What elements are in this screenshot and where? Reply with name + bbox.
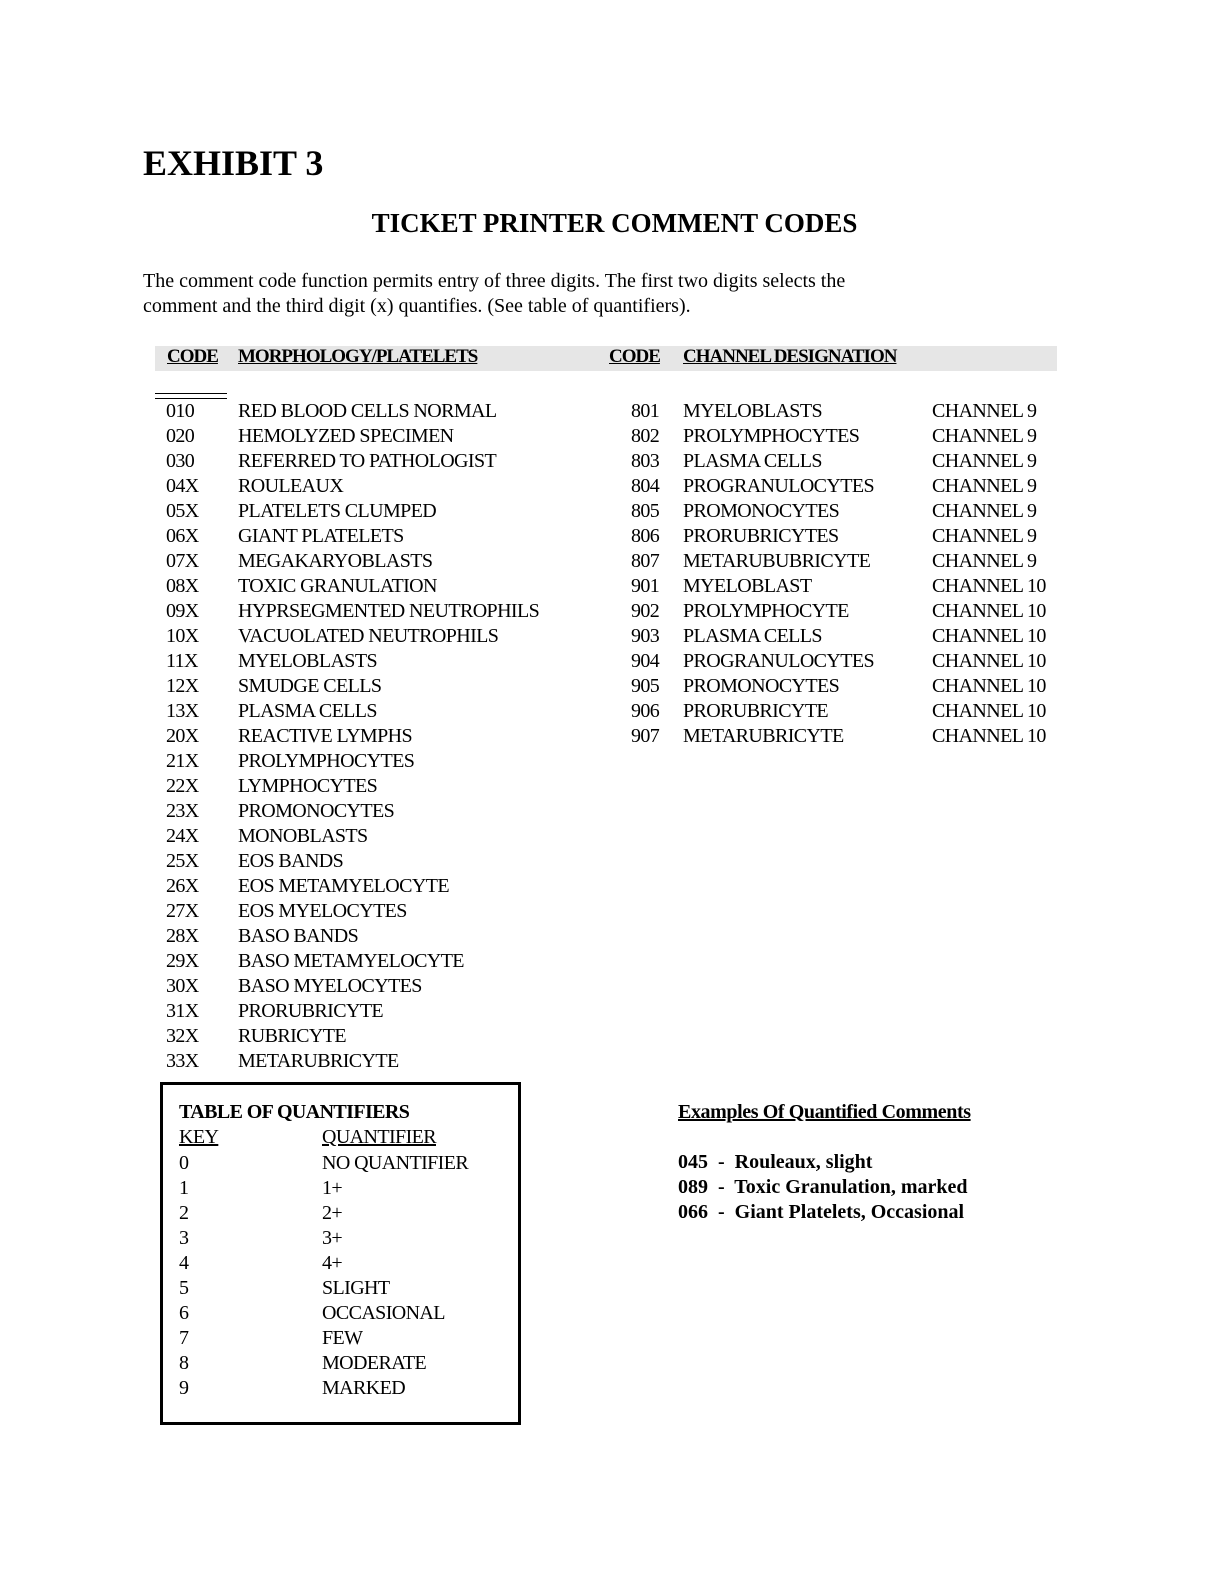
intro-text-line-2: comment and the third digit (x) quantifies. (See table of quantifiers). [143, 295, 691, 317]
channel-designation: CHANNEL 10 [932, 600, 1046, 622]
morphology-description: BASO METAMYELOCYTE [238, 950, 464, 972]
quantifier-value-header: QUANTIFIER [322, 1126, 436, 1148]
channel-code: 805 [631, 500, 660, 522]
channel-description: PLASMA CELLS [683, 450, 822, 472]
quantifier-key: 8 [179, 1352, 189, 1374]
morphology-code: 05X [166, 500, 199, 522]
channel-description: METARUBUBRICYTE [683, 550, 871, 572]
morphology-description: TOXIC GRANULATION [238, 575, 437, 597]
morphology-code: 13X [166, 700, 199, 722]
morphology-description: PROLYMPHOCYTES [238, 750, 415, 772]
quantifier-value: 3+ [322, 1227, 343, 1249]
morphology-code: 31X [166, 1000, 199, 1022]
quantifier-value: FEW [322, 1327, 363, 1349]
morphology-code: 08X [166, 575, 199, 597]
quantifier-value: 2+ [322, 1202, 343, 1224]
morphology-code: 22X [166, 775, 199, 797]
example-item: 045 - Rouleaux, slight [678, 1151, 873, 1173]
channel-code: 804 [631, 475, 660, 497]
channel-designation: CHANNEL 10 [932, 625, 1046, 647]
morphology-code: 04X [166, 475, 199, 497]
quantifier-key: 5 [179, 1277, 189, 1299]
morphology-code: 30X [166, 975, 199, 997]
channel-code: 807 [631, 550, 660, 572]
quantifier-key: 7 [179, 1327, 189, 1349]
morphology-code: 27X [166, 900, 199, 922]
page-title: TICKET PRINTER COMMENT CODES [371, 208, 858, 238]
morphology-description: EOS METAMYELOCYTE [238, 875, 449, 897]
quantifier-key: 6 [179, 1302, 189, 1324]
morphology-code: 09X [166, 600, 199, 622]
morphology-code: 11X [166, 650, 198, 672]
morphology-description: REFERRED TO PATHOLOGIST [238, 450, 497, 472]
morphology-code: 06X [166, 525, 199, 547]
quantifier-table-title: TABLE OF QUANTIFIERS [179, 1101, 410, 1123]
quantifier-key: 2 [179, 1202, 189, 1224]
column-header-channel-designation: CHANNEL DESIGNATION [683, 346, 897, 367]
morphology-description: ROULEAUX [238, 475, 344, 497]
quantifier-value: 4+ [322, 1252, 343, 1274]
channel-description: PROMONOCYTES [683, 500, 840, 522]
channel-description: MYELOBLASTS [683, 400, 822, 422]
morphology-description: METARUBRICYTE [238, 1050, 399, 1072]
channel-description: PROGRANULOCYTES [683, 650, 875, 672]
channel-designation: CHANNEL 10 [932, 700, 1046, 722]
channel-designation: CHANNEL 9 [932, 525, 1037, 547]
channel-code: 907 [631, 725, 660, 747]
quantifier-value: NO QUANTIFIER [322, 1152, 469, 1174]
quantifier-key: 3 [179, 1227, 189, 1249]
column-header-code: CODE [167, 346, 218, 367]
morphology-code: 20X [166, 725, 199, 747]
morphology-description: PLATELETS CLUMPED [238, 500, 437, 522]
morphology-code: 07X [166, 550, 199, 572]
channel-designation: CHANNEL 10 [932, 650, 1046, 672]
exhibit-label: EXHIBIT 3 [143, 143, 324, 183]
morphology-description: HYPRSEGMENTED NEUTROPHILS [238, 600, 540, 622]
channel-description: PRORUBRICYTES [683, 525, 839, 547]
channel-description: PROGRANULOCYTES [683, 475, 875, 497]
morphology-description: HEMOLYZED SPECIMEN [238, 425, 454, 447]
channel-code: 901 [631, 575, 660, 597]
channel-designation: CHANNEL 9 [932, 400, 1037, 422]
quantifier-key: 9 [179, 1377, 189, 1399]
quantifier-value: OCCASIONAL [322, 1302, 445, 1324]
morphology-description: MYELOBLASTS [238, 650, 377, 672]
channel-code: 801 [631, 400, 660, 422]
morphology-code: 10X [166, 625, 199, 647]
quantifier-value: SLIGHT [322, 1277, 390, 1299]
channel-designation: CHANNEL 9 [932, 500, 1037, 522]
morphology-description: GIANT PLATELETS [238, 525, 404, 547]
quantifier-value: MODERATE [322, 1352, 427, 1374]
channel-designation: CHANNEL 10 [932, 575, 1046, 597]
morphology-description: SMUDGE CELLS [238, 675, 382, 697]
morphology-description: PLASMA CELLS [238, 700, 377, 722]
channel-designation: CHANNEL 9 [932, 475, 1037, 497]
channel-designation: CHANNEL 9 [932, 550, 1037, 572]
channel-code: 903 [631, 625, 660, 647]
quantifier-key-header: KEY [179, 1126, 219, 1148]
channel-code: 905 [631, 675, 660, 697]
morphology-description: REACTIVE LYMPHS [238, 725, 413, 747]
channel-description: PRORUBRICYTE [683, 700, 829, 722]
intro-text-line-1: The comment code function permits entry of three digits. The first two digits selects the [143, 270, 846, 292]
morphology-description: LYMPHOCYTES [238, 775, 378, 797]
morphology-code: 020 [166, 425, 195, 447]
morphology-code: 24X [166, 825, 199, 847]
morphology-code: 32X [166, 1025, 199, 1047]
channel-description: PROMONOCYTES [683, 675, 840, 697]
channel-code: 902 [631, 600, 660, 622]
quantifier-key: 4 [179, 1252, 189, 1274]
morphology-description: BASO MYELOCYTES [238, 975, 422, 997]
morphology-description: PRORUBRICYTE [238, 1000, 384, 1022]
channel-code: 802 [631, 425, 660, 447]
morphology-code: 23X [166, 800, 199, 822]
channel-designation: CHANNEL 10 [932, 675, 1046, 697]
channel-code: 806 [631, 525, 660, 547]
channel-designation: CHANNEL 9 [932, 450, 1037, 472]
morphology-description: VACUOLATED NEUTROPHILS [238, 625, 499, 647]
morphology-code: 010 [166, 400, 195, 422]
channel-description: PLASMA CELLS [683, 625, 822, 647]
morphology-code: 26X [166, 875, 199, 897]
examples-title: Examples Of Quantified Comments [678, 1101, 971, 1123]
morphology-description: EOS MYELOCYTES [238, 900, 407, 922]
morphology-description: EOS BANDS [238, 850, 344, 872]
channel-designation: CHANNEL 9 [932, 425, 1037, 447]
quantifier-value: MARKED [322, 1377, 406, 1399]
morphology-code: 33X [166, 1050, 199, 1072]
morphology-code: 12X [166, 675, 199, 697]
example-item: 089 - Toxic Granulation, marked [678, 1176, 968, 1198]
channel-description: METARUBRICYTE [683, 725, 844, 747]
morphology-description: MEGAKARYOBLASTS [238, 550, 433, 572]
quantifier-key: 1 [179, 1177, 189, 1199]
column-header-channel-code: CODE [609, 346, 660, 367]
quantifier-key: 0 [179, 1152, 189, 1174]
channel-description: MYELOBLAST [683, 575, 812, 597]
channel-description: PROLYMPHOCYTE [683, 600, 849, 622]
morphology-description: BASO BANDS [238, 925, 359, 947]
channel-code: 906 [631, 700, 660, 722]
morphology-description: PROMONOCYTES [238, 800, 395, 822]
channel-code: 803 [631, 450, 660, 472]
morphology-code: 28X [166, 925, 199, 947]
morphology-description: RED BLOOD CELLS NORMAL [238, 400, 497, 422]
example-item: 066 - Giant Platelets, Occasional [678, 1201, 965, 1223]
quantifier-value: 1+ [322, 1177, 343, 1199]
morphology-code: 21X [166, 750, 199, 772]
channel-designation: CHANNEL 10 [932, 725, 1046, 747]
column-header-morphology: MORPHOLOGY/PLATELETS [238, 346, 478, 367]
morphology-code: 25X [166, 850, 199, 872]
channel-code: 904 [631, 650, 660, 672]
morphology-code: 030 [166, 450, 195, 472]
morphology-description: MONOBLASTS [238, 825, 368, 847]
morphology-code: 29X [166, 950, 199, 972]
channel-description: PROLYMPHOCYTES [683, 425, 860, 447]
morphology-description: RUBRICYTE [238, 1025, 346, 1047]
